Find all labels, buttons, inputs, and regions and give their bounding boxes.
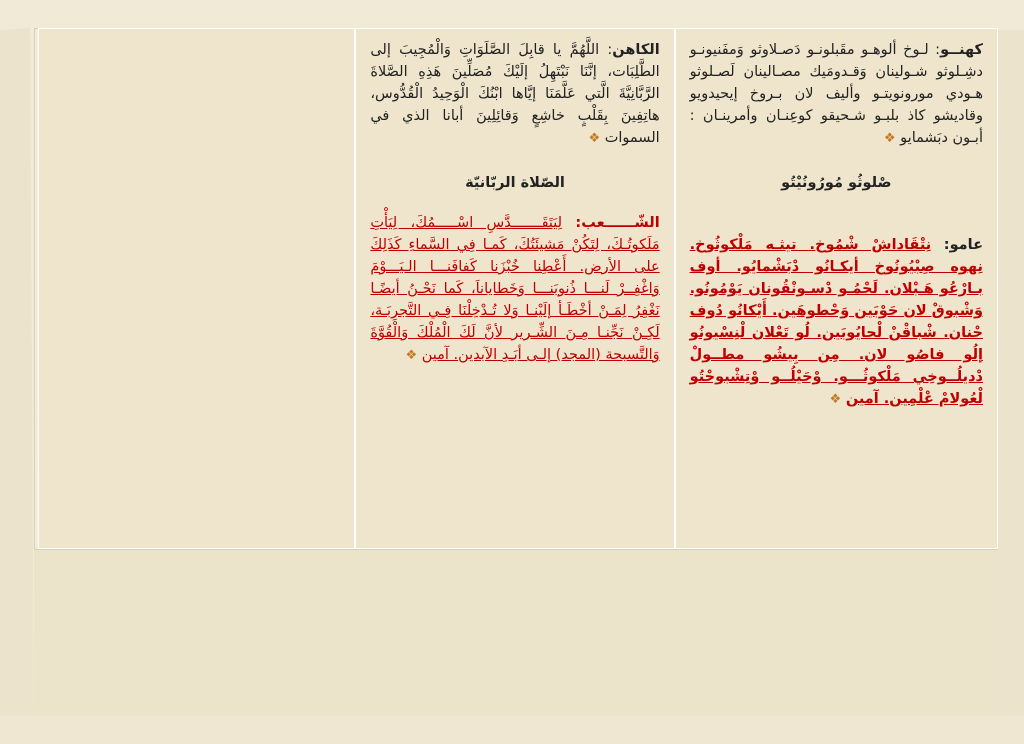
prayer-table <box>38 28 998 549</box>
priest-label-syriac: كهنــو <box>940 42 983 58</box>
people-prayer-syriac-text: نِتْقَاداشْ شْمُوخ. تيثـه مَلْكوثُوخ. نِهوه صِبْيُونُوخ أيكـانُو دْبَشْمايُو. أوف بـارْعُو هَـبْلان. لَحْمُـو دْسـونْقُونان يَوْمُونُو. وَشْبوقْ لان حَوْبَين وَحْطوهَين. أَيْكانُو دُوف حْنان. شْباقْنْ لْحايُوبَين. لُو تَعْلان لْنِسْيونُو إلُو فاصُو لان. مِن بِيشُو مطــولْ دْديلُــوخِي مَلْكوثُـــو. وْحَيْلُــو وْتِشْبوحْتُو لْعُولامْ عْلْمِين. آمين <box>689 237 983 407</box>
people-label-syriac: عامو <box>949 237 983 253</box>
priest-prayer-syriac: كهنــو: لـوخ ألوهـو مقَبلونـو دَصـلاوثو وَمفَنيونـو دشِـلوثو شـولينان وَقـدومَيك مصـالينان لَصـلوثو هـودي مورونويتـو وأليف لان بـروخ إيحيدويو وقاديشو كاذ بلبـو شـحيقو كوعِنـان وأمرينـان : أبـون دبَشمايو ❖ <box>689 42 983 146</box>
priest-prayer-text: اللَّهُمَّ يا قابِلَ الصَّلَوَاتِ وَالْمُجِيبَ إلى الطَّلِبَات، إنَّنَا نَبْتَهِلُ إلَيْكَ مُصَلِّينَ هَذِهِ الصَّلاةَ الرَّبَّانِيَّةَ الَّتي عَلَّمَنَا إيَّاها ابْنُكَ الْوَحِيدُ الْقُدُّوس، هاتِفِينَ بِقَلْبٍ خاشِعٍ وَقائِلِينَ أبانا الذي في السموات <box>370 42 660 146</box>
priest-prayer-syriac-text: لـوخ ألوهـو مقَبلونـو دَصـلاوثو وَمفَنيونـو دشِـلوثو شـولينان وَقـدومَيك مصـالينان لَصـلوثو هـودي مورونويتـو وأليف لان بـروخ إيحيدويو وقاديشو كاذ بلبـو شـحيقو كوعِنـان وأمرينـان : أبـون دبَشمايو <box>689 42 983 146</box>
diamond-ornament-icon: ❖ <box>883 131 896 146</box>
people-prayer: الشّــــــعب: لِيَتَقَـــــــدَّسِ اسْـــــمُكَ، لِيَأْتِ مَلَكوتُـكَ، لِتَكُنْ مَشيئَتُكَ، كَمـا فِي السَّماءِ كَذَلِكَ على الأرض. أَعْطِنا خُبْزَنا كَفافَنـــا الـيَـــوْمَ وَاغْفِــرْ لَنـــا ذُنوبَنـــا وَخَطاياناَ، كَما نَحْـنُ أيضًـا نَغْفِرُ لِمَـنْ أخْطَـأ إلَيْنـا وَلا تُـدْخِلْنَا فِـي التَّجرِبَـة، لَكِـنْ نَجِّنـا مِـنَ الشِّـرير لأنَّ لَكَ الْمُلْكَ وَالْقُوَّةَ وَالتَّسبحة (المجد) إلـى أبَـدِ الآبدين. آمين ❖ <box>370 215 660 363</box>
section-title: الصّلاة الربّانيّة <box>465 175 565 191</box>
people-label: الشّــــــعب <box>581 215 660 231</box>
diamond-ornament-icon: ❖ <box>829 392 842 407</box>
diamond-ornament-icon: ❖ <box>588 131 601 146</box>
priest-label: الكاهن <box>612 42 660 58</box>
people-prayer-text: لِيَتَقَـــــــدَّسِ اسْـــــمُكَ، لِيَأْتِ مَلَكوتُـكَ، لِتَكُنْ مَشيئَتُكَ، كَمـا فِي السَّماءِ كَذَلِكَ على الأرض. أَعْطِنا خُبْزَنا كَفافَنـــا الـيَـــوْمَ وَاغْفِــرْ لَنـــا ذُنوبَنـــا وَخَطاياناَ، كَما نَحْـنُ أيضًـا نَغْفِرُ لِمَـنْ أخْطَـأ إلَيْنـا وَلا تُـدْخِلْنَا فِـي التَّجرِبَـة، لَكِـنْ نَجِّنـا مِـنَ الشِّـرير لأنَّ لَكَ الْمُلْكَ وَالْقُوَّةَ وَالتَّسبحة (المجد) إلـى أبَـدِ الآبدين. آمين <box>370 215 660 363</box>
table-cell-arabic <box>354 29 673 548</box>
section-title-syriac: صْلوثُو مُورُونُيْتُو <box>781 175 892 191</box>
diamond-ornament-icon: ❖ <box>405 348 418 363</box>
people-prayer-syriac: عامو: نِتْقَاداشْ شْمُوخ. تيثـه مَلْكوثُوخ. نِهوه صِبْيُونُوخ أيكـانُو دْبَشْمايُو. أوف بـارْعُو هَـبْلان. لَحْمُـو دْسـونْقُونان يَوْمُونُو. وَشْبوقْ لان حَوْبَين وَحْطوهَين. أَيْكانُو دُوف حْنان. شْباقْنْ لْحايُوبَين. لُو تَعْلان لْنِسْيونُو إلُو فاصُو لان. مِن بِيشُو مطــولْ دْديلُــوخِي مَلْكوثُـــو. وْحَيْلُــو وْتِشْبوحْتُو لْعُولامْ عْلْمِين. آمين ❖ <box>689 237 983 407</box>
table-cell-syriac <box>674 29 997 548</box>
priest-prayer: الكاهن: اللَّهُمَّ يا قابِلَ الصَّلَوَاتِ وَالْمُجِيبَ إلى الطَّلِبَات، إنَّنَا نَبْتَهِلُ إلَيْكَ مُصَلِّينَ هَذِهِ الصَّلاةَ الرَّبَّانِيَّةَ الَّتي عَلَّمَنَا إيَّاها ابْنُكَ الْوَحِيدُ الْقُدُّوس، هاتِفِينَ بِقَلْبٍ خاشِعٍ وَقائِلِينَ أبانا الذي في السموات ❖ <box>370 42 660 146</box>
table-cell-empty <box>39 29 354 548</box>
slide-bottom-band <box>34 549 998 716</box>
